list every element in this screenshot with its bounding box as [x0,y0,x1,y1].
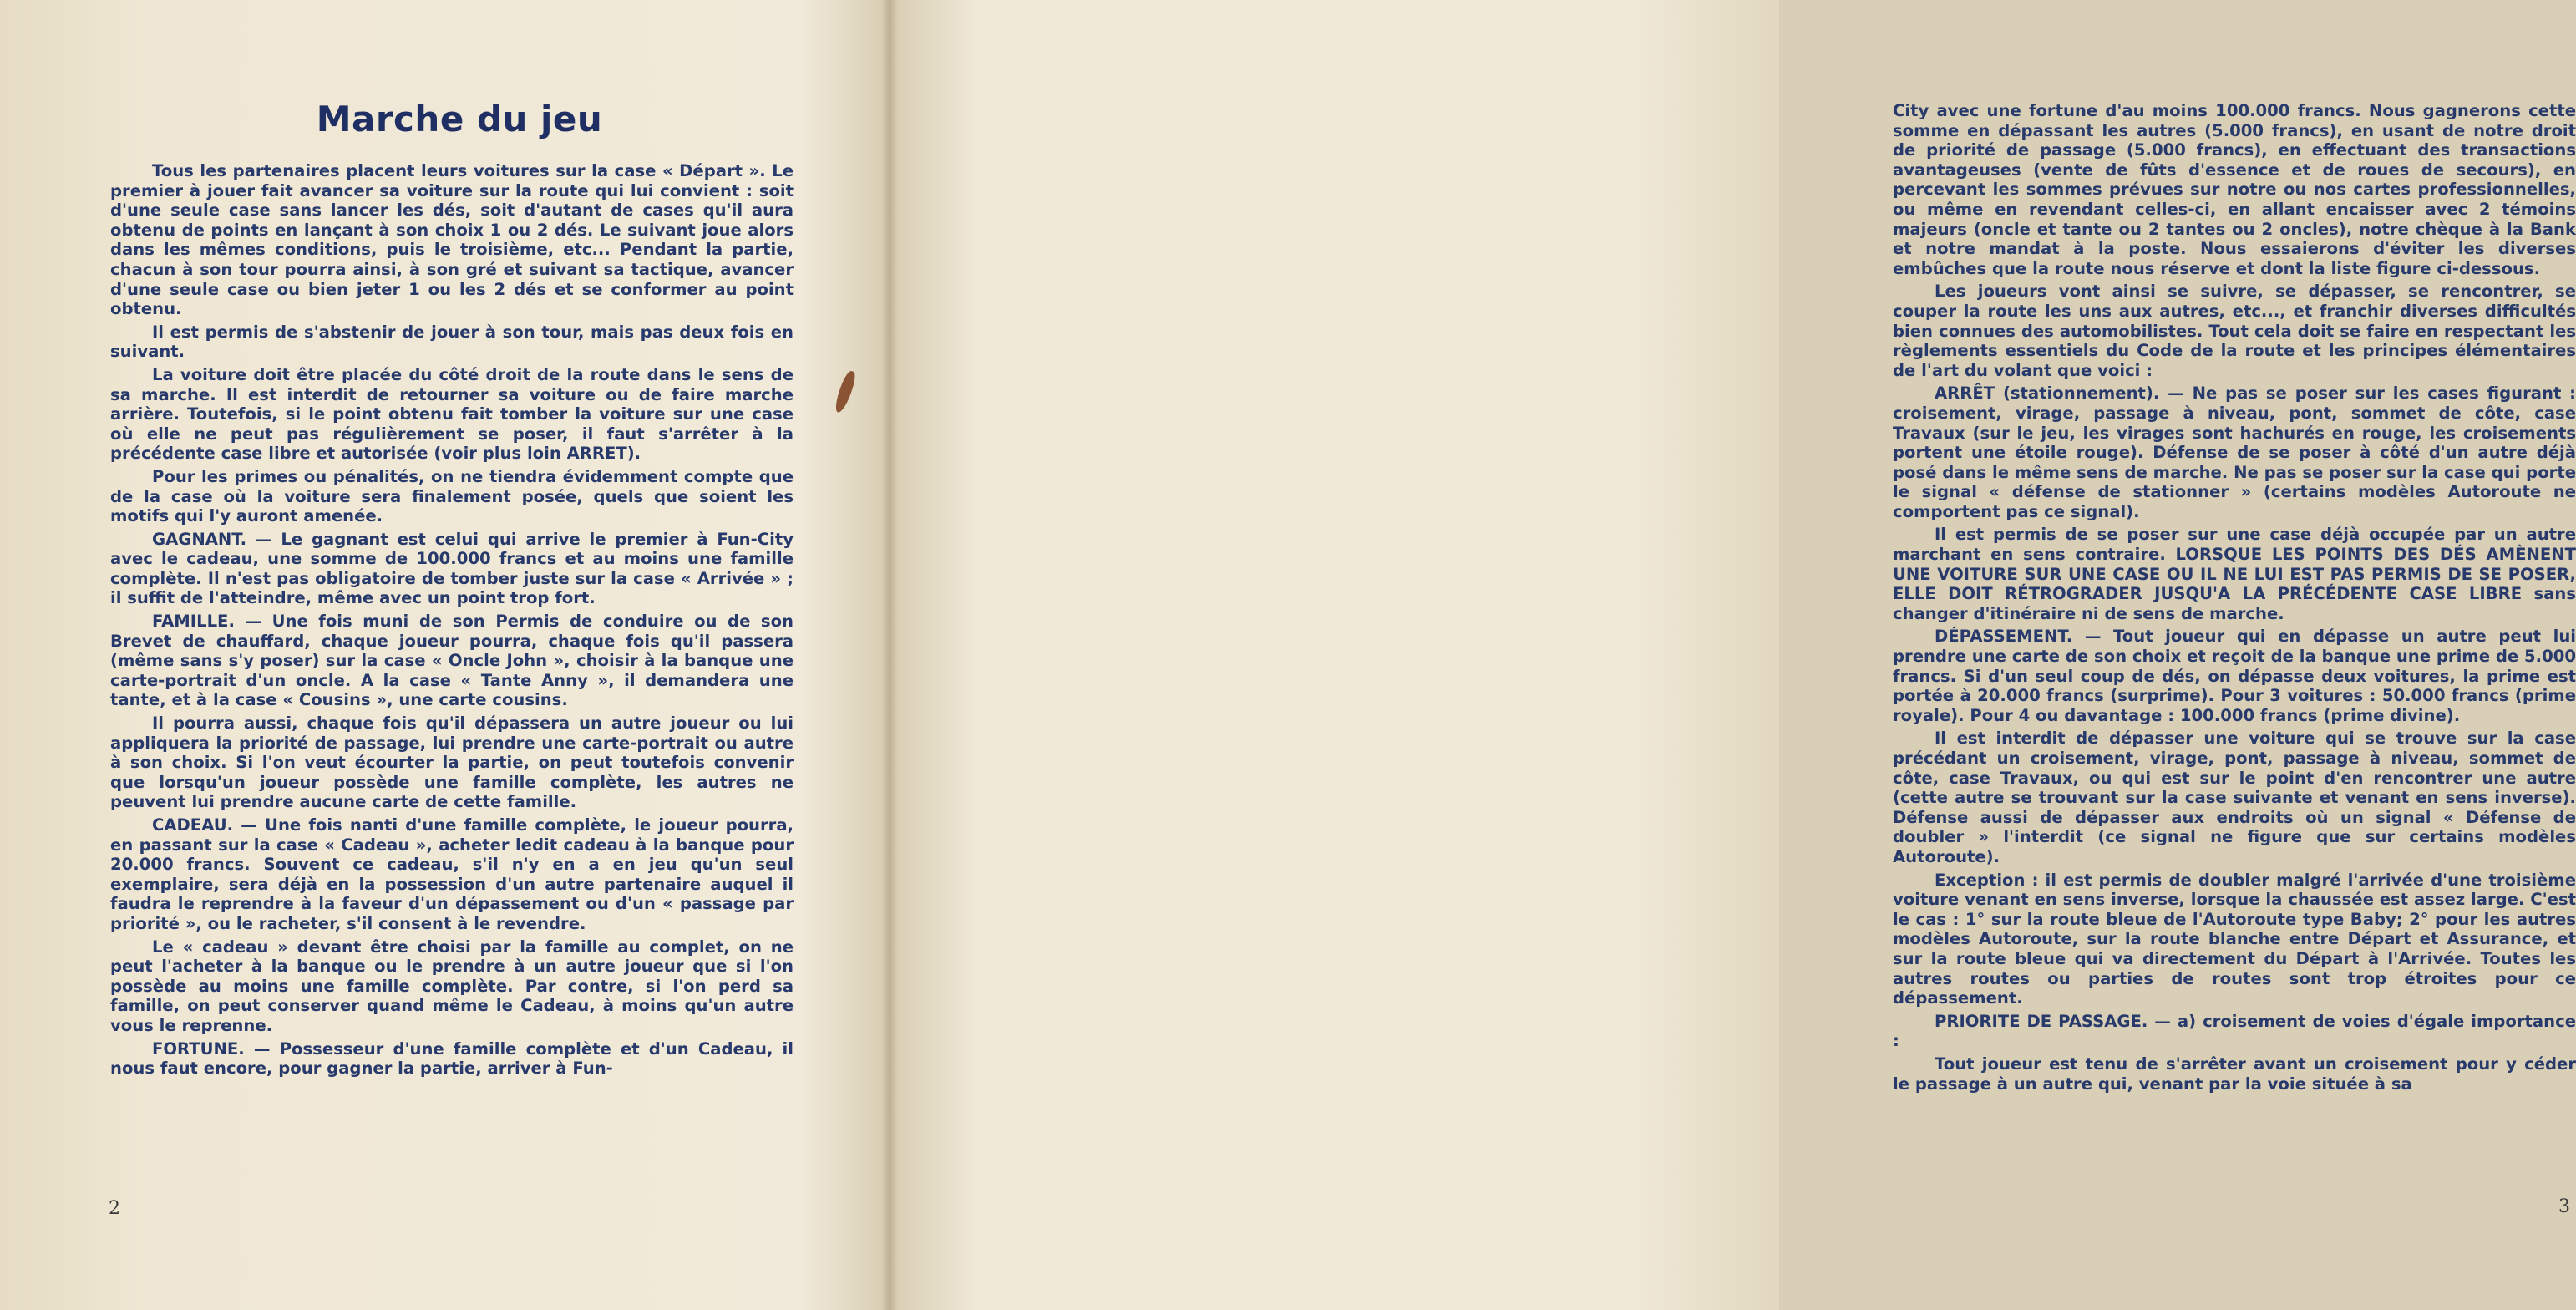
page-title: Marche du jeu [316,99,603,140]
page-number: 2 [109,1198,120,1219]
paragraph-arret: ARRÊT (stationnement). — Ne pas se poser sur les cases figurant : croisement, virage, passage à niveau, pont, sommet de côte, case Travaux (sur le jeu, les virages sont hachurés en rouge, les croisements portent une étoile rouge). Défense de se poser à côté d'un autre déjà posé dans le même sens de marche. Ne pas se poser sur la case qui porte le signal « défense de stationner » (certains modèles Autoroute ne comportent pas ce signal). [1893,383,2576,521]
paragraph: Il est permis de se poser sur une case déjà occupée par un autre marchant en sens contraire. LORSQUE LES POINTS DES DÉS AMÈNENT UNE VOITURE SUR UNE CASE OU IL NE LUI EST PAS PERMIS DE SE POSER, ELLE DOIT RÉTROGRADER JUSQU'A LA PRÉCÉDENTE CASE LIBRE sans changer d'itinéraire ni de sens de marche. [1893,525,2576,623]
page-number: 3 [2558,1196,2570,1217]
right-text-block [1893,101,2576,1097]
paragraph: Pour les primes ou pénalités, on ne tiendra évidemment compte que de la case où la voiture sera finalement posée, quels que soient les motifs qui l'y auront amenée. [110,466,794,526]
paragraph: Il pourra aussi, chaque fois qu'il dépassera un autre joueur ou lui appliquera la priorité de passage, lui prendre une carte-portrait ou autre à son choix. Si l'on veut écourter la partie, on peut toutefois convenir que lorsqu'un joueur possède une famille complète, les autres ne peuvent lui prendre aucune carte de cette famille. [110,713,794,812]
paragraph-gagnant: GAGNANT. — Le gagnant est celui qui arrive le premier à Fun-City avec le cadeau, une somme de 100.000 francs et au moins une famille complète. Il n'est pas obligatoire de tomber juste sur la case « Arrivée » ; il suffit de l'atteindre, même avec un point trop fort. [110,529,794,608]
right-page [894,0,2576,1310]
paragraph: Tout joueur est tenu de s'arrêter avant un croisement pour y céder le passage à un autre qui, venant par la voie située à sa [1893,1054,2576,1094]
paragraph: Il est permis de s'abstenir de jouer à son tour, mais pas deux fois en suivant. [110,322,794,362]
paragraph-depassement: DÉPASSEMENT. — Tout joueur qui en dépasse un autre peut lui prendre une carte de son choix et reçoit de la banque une prime de 5.000 francs. Si d'un seul coup de dés, on dépasse deux voitures, la prime est portée à 20.000 francs (surprime). Pour 3 voitures : 50.000 francs (prime royale). Pour 4 ou davantage : 100.000 francs (prime divine). [1893,627,2576,725]
paragraph-fortune: FORTUNE. — Possesseur d'une famille complète et d'un Cadeau, il nous faut encore, pour gagner la partie, arriver à Fun- [110,1038,794,1079]
left-page [0,0,885,1310]
paragraph-famille: FAMILLE. — Une fois muni de son Permis de conduire ou de son Brevet de chauffard, chaque joueur pourra, chaque fois qu'il passera (même sans s'y poser) sur la case « Oncle John », choisir à la banque une carte-portrait d'un oncle. A la case « Tante Anny », il demandera une tante, et à la case « Cousins », une carte cousins. [110,612,794,710]
paragraph: La voiture doit être placée du côté droit de la route dans le sens de sa marche. Il est interdit de retourner sa voiture ou de faire marche arrière. Toutefois, si le point obtenu fait tomber la voiture sur une case où elle ne peut pas régulièrement se poser, il faut s'arrêter à la précédente case libre et autorisée (voir plus loin ARRET). [110,364,794,464]
paragraph: Le « cadeau » devant être choisi par la famille au complet, on ne peut l'acheter à la banque ou le prendre à un autre joueur que si l'on possède au moins une famille complète. Par contre, si l'on perd sa famille, on peut conserver quand même le Cadeau, à moins qu'un autre vous le reprenne. [110,937,794,1035]
paragraph: Les joueurs vont ainsi se suivre, se dépasser, se rencontrer, se couper la route les uns aux autres, etc..., et franchir diverses difficultés bien connues des automobilistes. Tout cela doit se faire en respectant les règlements essentiels du Code de la route et les principes élémentaires de l'art du volant que voici : [1893,282,2576,380]
paragraph-priorite: PRIORITE DE PASSAGE. — a) croisement de voies d'égale importance : [1893,1011,2576,1051]
left-text-block [110,161,794,1082]
paragraph: Tous les partenaires placent leurs voitures sur la case « Départ ». Le premier à jouer fait avancer sa voiture sur la route qui lui convient : soit d'une seule case sans lancer les dés, soit d'autant de cases qu'il aura obtenu de points en lançant à son choix 1 ou 2 dés. Le suivant joue alors dans les mêmes conditions, puis le troisième, etc... Pendant la partie, chacun à son tour pourra ainsi, à son gré et suivant sa tactique, avancer d'une seule case ou bien jeter 1 ou les 2 dés et se conformer au point obtenu. [110,161,794,319]
paragraph-exception: Exception : il est permis de doubler malgré l'arrivée d'une troisième voiture venant en sens inverse, lorsque la chaussée est assez large. C'est le cas : 1° sur la route bleue de l'Autoroute type Baby; 2° pour les autres modèles Autoroute, sur la route blanche entre Départ et Assurance, et sur la route bleue qui va directement du Départ à l'Arrivée. Toutes les autres routes ou parties de routes sont trop étroites pour ce dépassement. [1893,870,2576,1008]
paragraph: Il est interdit de dépasser une voiture qui se trouve sur la case précédant un croisement, virage, pont, passage à niveau, sommet de côte, case Travaux, ou qui est sur le point d'en rencontrer une autre (cette autre se trouvant sur la case suivante et venant en sens inverse). Défense aussi de dépasser aux endroits où un signal « Défense de doubler » l'interdit (ce signal ne figure que sur certains modèles Autoroute). [1893,729,2576,866]
paragraph: City avec une fortune d'au moins 100.000 francs. Nous gagnerons cette somme en dépassant les autres (5.000 francs), en usant de notre droit de priorité de passage (5.000 francs), en effectuant des transactions avantageuses (vente de fûts d'essence et de roues de secours), en percevant les sommes prévues sur notre ou nos cartes professionnelles, ou même en revendant celles-ci, en allant encaisser avec 2 témoins majeurs (oncle et tante ou 2 tantes ou 2 oncles), notre chèque à la Bank et notre mandat à la poste. Nous essaierons d'éviter les diverses embûches que la route nous réserve et dont la liste figure ci-dessous. [1893,101,2576,278]
paragraph-cadeau: CADEAU. — Une fois nanti d'une famille complète, le joueur pourra, en passant sur la case « Cadeau », acheter ledit cadeau à la banque pour 20.000 francs. Souvent ce cadeau, s'il n'y en a en jeu qu'un seul exemplaire, sera déjà en la possession d'un autre partenaire auquel il faudra le reprendre à la faveur d'un dépassement ou d'un « passage par priorité », ou le racheter, s'il consent à le revendre. [110,815,794,933]
